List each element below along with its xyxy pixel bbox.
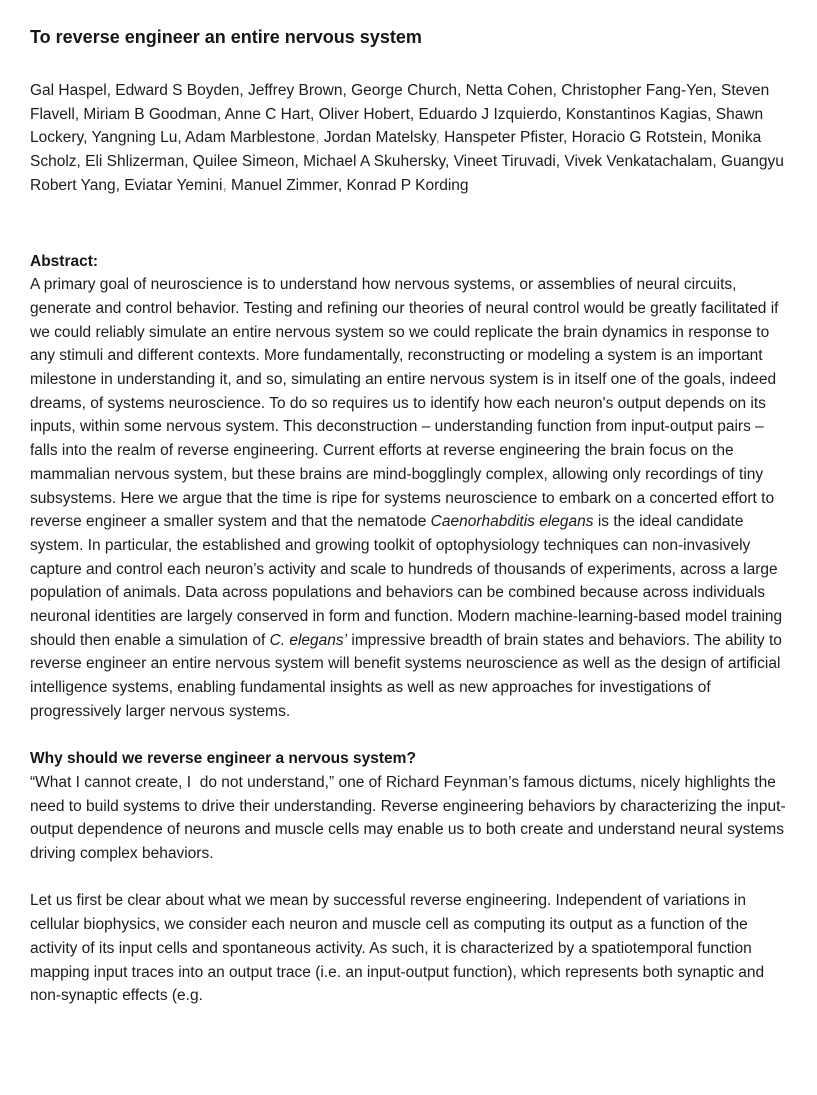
gray-comma: , (222, 176, 227, 194)
why-section-heading: Why should we reverse engineer a nervous system? (30, 750, 416, 768)
why-section (30, 747, 787, 1008)
gray-comma: , (315, 129, 320, 147)
why-paragraph-1: “What I cannot create, I do not understand,” one of Richard Feynman’s famous dictums, nicely highlights the need to build systems to drive their understanding. Reverse engineering behaviors by characterizing the input-output dependence of neurons and muscle cells may enable us to both create and understand neural systems driving complex behaviors. (30, 773, 789, 863)
page-title: To reverse engineer an entire nervous system (30, 27, 422, 47)
abstract-section (30, 250, 787, 724)
abstract-text-segment: A primary goal of neuroscience is to understand how nervous systems, or assemblies of neural circuits, generate and control behavior. Testing and refining our theories of neural control would be greatly facilitated if we could reliably simulate an entire nervous system so we could replicate the brain dynamics in response to any stimuli and different contexts. More fundamentally, reconstructing or modeling a system is an important milestone in understanding it, and so, simulating an entire nervous system is in itself one of the goals, indeed dreams, of systems neuroscience. To do so requires us to identify how each neuron's output depends on its inputs, within some nervous system. This deconstruction – understanding function from input-output pairs – falls into the realm of reverse engineering. Current efforts at reverse engineering the brain focus on the mammalian nervous system, but these brains are mind-bogglingly complex, allowing only recordings of tiny subsystems. Here we argue that the time is ripe for systems neuroscience to embark on a concerted effort to reverse engineer a smaller system and that the nematode (30, 276, 783, 531)
author-list (30, 79, 787, 198)
abstract-paragraph (30, 273, 787, 723)
species-name-italic: Caenorhabditis elegans (430, 513, 594, 531)
gray-comma: , (435, 129, 440, 147)
abstract-text-segment: impressive breadth of brain states and behaviors. The ability to reverse engineer an entire nervous system will benefit systems neuroscience as well as the design of artificial intelligence systems, enabling fundamental insights as well as new approaches for investigations of progressively larger nervous systems. (30, 631, 787, 720)
abstract-text-segment: is the ideal candidate system. In particular, the established and growing toolkit of optophysiology techniques can non-invasively capture and control each neuron’s activity and scale to hundreds of thousands of experiments, across a large population of animals. Data across populations and behaviors can be combined because across individuals neuronal identities are largely conserved in form and function. Modern machine-learning-based model training should then enable a simulation of (30, 513, 787, 649)
author-list-segment: Manuel Zimmer, Konrad P Kording (226, 176, 469, 194)
author-list-segment: Hanspeter Pfister, Horacio G Rotstein, Monika Scholz, Eli Shlizerman, Quilee Simeon, Michael A Skuhersky, Vineet Tiruvadi, Vivek Venkatachalam, Guangyu Robert Yang, Eviatar Yemini (30, 129, 789, 194)
author-list-segment: Jordan Matelsky (319, 129, 436, 147)
why-paragraph-2: Let us first be clear about what we mean by successful reverse engineering. Independent of variations in cellular biophysics, we consider each neuron and muscle cell as computing its output as a function of the activity of its input cells and spontaneous activity. As such, it is characterized by a spatiotemporal function mapping input traces into an output trace (i.e. an input-output function), which represents both synaptic and non-synaptic effects (e.g. (30, 892, 769, 1005)
abstract-heading: Abstract: (30, 252, 99, 270)
species-name-italic: C. elegans’ (269, 631, 348, 649)
author-list-segment: Gal Haspel, Edward S Boyden, Jeffrey Brown, George Church, Netta Cohen, Christopher Fang-Yen, Steven Flavell, Miriam B Goodman, Anne C Hart, Oliver Hobert, Eduardo J Izquierdo, Konstantinos Kagias, Shawn Lockery, Yangning Lu, Adam Marblestone (30, 82, 774, 147)
